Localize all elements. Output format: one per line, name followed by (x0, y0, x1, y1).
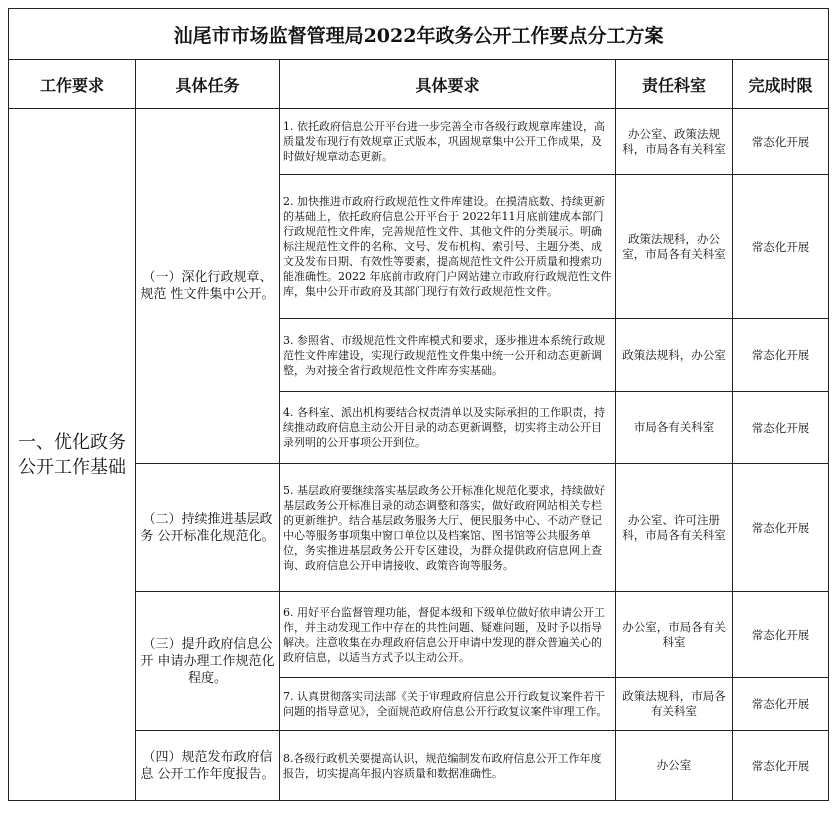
detail-cell: 6. 用好平台监督管理功能，督促本级和下级单位做好依申请公开工作，并主动发现工作中存在的共性问题、疑难问题，及时予以指导解决。注意收集在办理政府信息公开申请中发现的群众普遍关心的政府信息，以适当方式予以主动公开。 (280, 592, 616, 678)
task-cell-4: （四）规范发布政府信息 公开工作年度报告。 (136, 731, 280, 801)
header-detail: 具体要求 (280, 60, 616, 109)
department-cell: 办公室，市局各有关科室 (616, 592, 733, 678)
deadline-cell: 常态化开展 (733, 392, 829, 464)
work-plan-table (8, 8, 829, 801)
detail-cell: 8.各级行政机关要提高认识，规范编制发布政府信息公开工作年度报告，切实提高年报内容质量和数据准确性。 (280, 731, 616, 801)
header-department: 责任科室 (616, 60, 733, 109)
department-cell: 政策法规科，市局各有关科室 (616, 678, 733, 731)
deadline-cell: 常态化开展 (733, 319, 829, 392)
header-task: 具体任务 (136, 60, 280, 109)
detail-cell: 1. 依托政府信息公开平台进一步完善全市各级行政规章库建设，高质量发布现行有效规章正式版本，巩固规章集中公开工作成果，及时做好规章动态更新。 (280, 109, 616, 175)
department-cell: 政策法规科，办公室 (616, 319, 733, 392)
detail-cell: 5. 基层政府要继续落实基层政务公开标准化规范化要求，持续做好 基层政务公开标准目录的动态调整和落实，做好政府网站相关专栏的更新维护。结合基层政务服务大厅、便民服务中心、不动产登记中心等服务事项集中窗口单位以及档案馆、图书馆等公共服务单位，务实推进基层政务公开专区建设，为群众提供政府信息网上查询、政府信息公开申请接收、政策咨询等服务。 (280, 464, 616, 592)
document-title: 汕尾市市场监督管理局2022年政务公开工作要点分工方案 (9, 9, 829, 60)
deadline-cell: 常态化开展 (733, 109, 829, 175)
task-cell-1: （一）深化行政规章、规范 性文件集中公开。 (136, 109, 280, 464)
deadline-cell: 常态化开展 (733, 464, 829, 592)
requirement-cell: 一、优化政务公开工作基础 (9, 109, 136, 801)
detail-cell: 3. 参照省、市级规范性文件库模式和要求，逐步推进本系统行政规范性文件库建设，实现行政规范性文件集中统一公开和动态更新调整，为对接全省行政规范性文件库夯实基础。 (280, 319, 616, 392)
detail-cell: 2. 加快推进市政府行政规范性文件库建设。在摸清底数、持续更新的基础上，依托政府信息公开平台于 2022年11月底前建成本部门行政规范性文件库，完善规范性文件、其他文件的分类展示。明确标注规范性文件的名称、文号、发布机构、索引号、主题分类、成文及发布日期、有效性等要素，提高规范性文件公开质量和搜索功能准确性。2022 年底前市政府门户网站建立市政府行政规范性文件库，集中公开市政府及其部门现行有效行政规范性文件。 (280, 175, 616, 319)
deadline-cell: 常态化开展 (733, 678, 829, 731)
task-cell-3: （三）提升政府信息公开 申请办理工作规范化程度。 (136, 592, 280, 731)
deadline-cell: 常态化开展 (733, 731, 829, 801)
deadline-cell: 常态化开展 (733, 175, 829, 319)
detail-cell: 4. 各科室、派出机构要结合权责清单以及实际承担的工作职责，持续推动政府信息主动公开目录的动态更新调整，切实将主动公开目录列明的公开事项公开到位。 (280, 392, 616, 464)
department-cell: 市局各有关科室 (616, 392, 733, 464)
detail-cell: 7. 认真贯彻落实司法部《关于审理政府信息公开行政复议案件若干问题的指导意见》，全面规范政府信息公开行政复议案件审理工作。 (280, 678, 616, 731)
header-requirement: 工作要求 (9, 60, 136, 109)
task-cell-2: （二）持续推进基层政务 公开标准化规范化。 (136, 464, 280, 592)
department-cell: 政策法规科，办公室，市局各有关科室 (616, 175, 733, 319)
department-cell: 办公室、政策法规科，市局各有关科室 (616, 109, 733, 175)
deadline-cell: 常态化开展 (733, 592, 829, 678)
department-cell: 办公室 (616, 731, 733, 801)
department-cell: 办公室、许可注册科，市局各有关科室 (616, 464, 733, 592)
header-deadline: 完成时限 (733, 60, 829, 109)
header-row (9, 60, 829, 109)
table-row (9, 109, 829, 175)
